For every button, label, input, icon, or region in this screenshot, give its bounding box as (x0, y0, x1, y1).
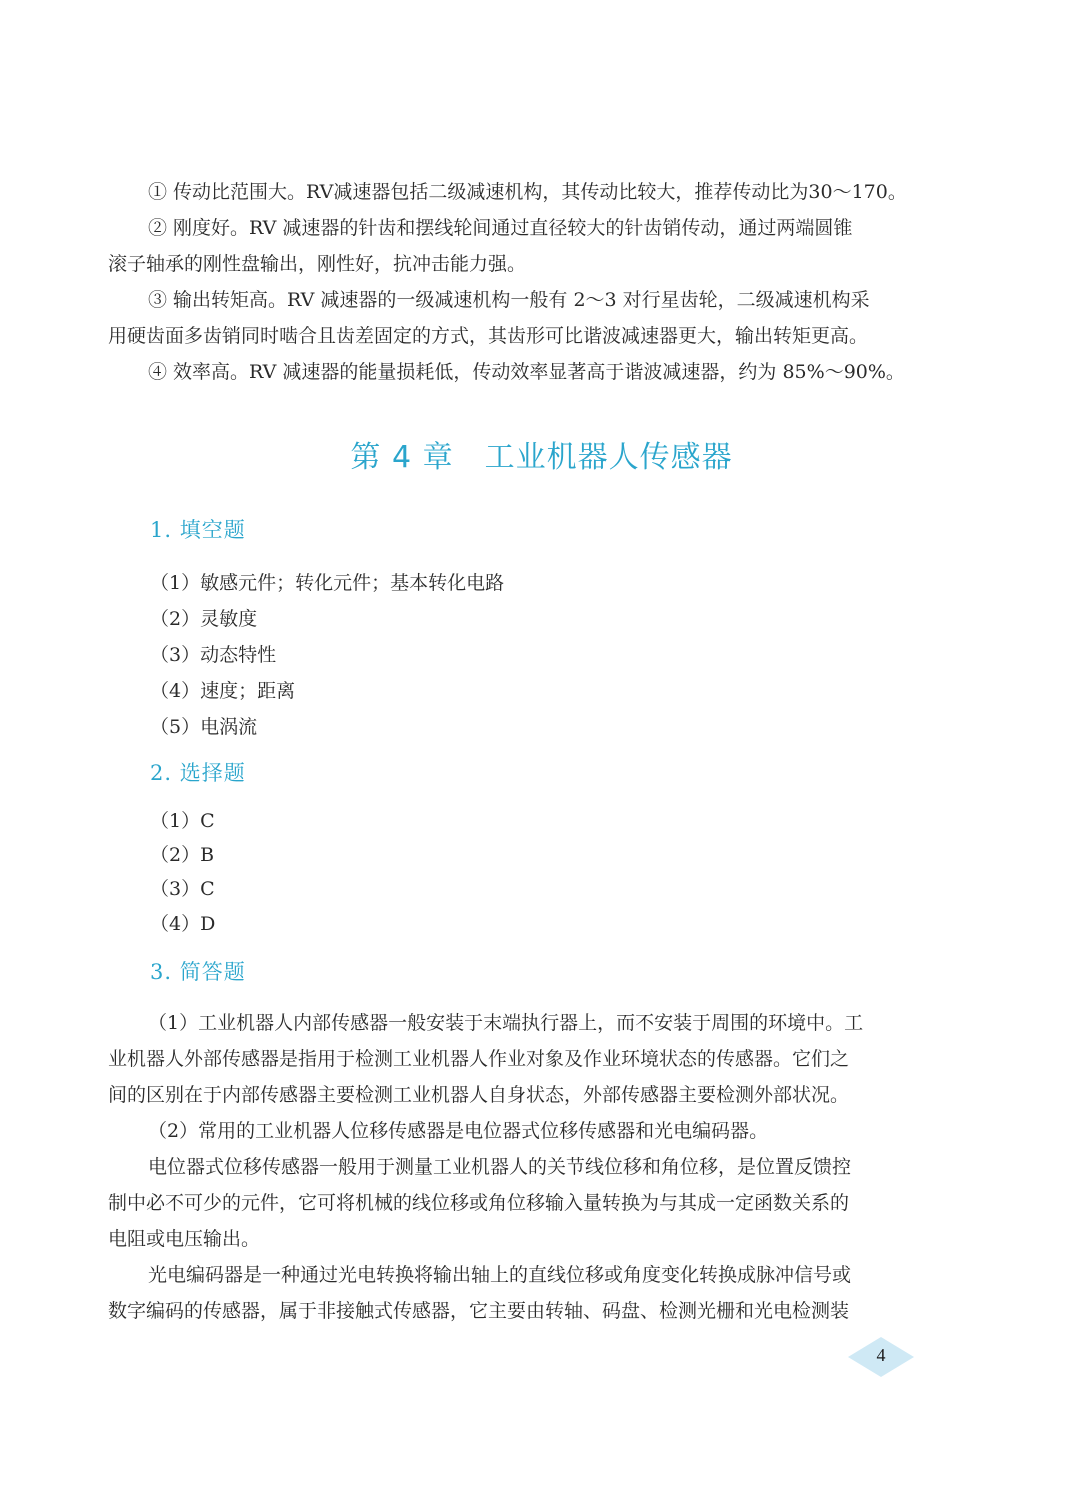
short-answer-paragraph-2 (108, 1113, 938, 1149)
answer-item: （1）敏感元件；转化元件；基本转化电路 (150, 572, 505, 594)
section-heading-fill-blank: 1. 填空题 (150, 518, 246, 542)
intro-point-1 (108, 174, 938, 210)
text-line: 间的区别在于内部传感器主要检测工业机器人自身状态，外部传感器主要检测外部状况。 (108, 1084, 850, 1106)
page-number: 4 (876, 1345, 886, 1365)
answer-item: （2）灵敏度 (150, 608, 258, 630)
text-line: 滚子轴承的刚性盘输出，刚性好，抗冲击能力强。 (108, 253, 527, 275)
short-answer-paragraph-4 (108, 1257, 938, 1329)
short-answer-paragraph-3 (108, 1149, 938, 1257)
text-line: 电位器式位移传感器一般用于测量工业机器人的关节线位移和角位移，是位置反馈控 (148, 1156, 852, 1178)
text-line: ④ 效率高。RV 减速器的能量损耗低，传动效率显著高于谐波减速器，约为 85%～90%。 (148, 361, 905, 383)
text-line: 业机器人外部传感器是指用于检测工业机器人作业对象及作业环境状态的传感器。它们之 (108, 1048, 850, 1070)
text-line: 制中必不可少的元件，它可将机械的线位移或角位移输入量转换为与其成一定函数关系的 (108, 1192, 850, 1214)
answer-item: （2）B (150, 844, 215, 866)
answer-item: （1）C (150, 810, 215, 832)
answer-item: （5）电涡流 (150, 716, 258, 738)
section-heading-short-answer: 3. 简答题 (150, 960, 246, 984)
text-line: ③ 输出转矩高。RV 减速器的一级减速机构一般有 2～3 对行星齿轮，二级减速机构采 (148, 289, 870, 311)
text-line: ① 传动比范围大。RV减速器包括二级减速机构，其传动比较大，推荐传动比为30～170。 (148, 181, 907, 203)
text-line: 数字编码的传感器，属于非接触式传感器，它主要由转轴、码盘、检测光栅和光电检测装 (108, 1300, 850, 1322)
text-line: ② 刚度好。RV 减速器的针齿和摆线轮间通过直径较大的针齿销传动，通过两端圆锥 (148, 217, 853, 239)
short-answer-paragraph-1 (108, 1005, 938, 1113)
answer-item: （4）D (150, 913, 216, 935)
text-line: 用硬齿面多齿销同时啮合且齿差固定的方式，其齿形可比谐波减速器更大，输出转矩更高。 (108, 325, 869, 347)
text-line: （2）常用的工业机器人位移传感器是电位器式位移传感器和光电编码器。 (148, 1120, 769, 1142)
answer-item: （4）速度；距离 (150, 680, 296, 702)
chapter-title: 第 4 章 工业机器人传感器 (350, 440, 733, 475)
intro-point-2 (108, 210, 938, 282)
page-number-badge (848, 1337, 914, 1377)
text-line: （1）工业机器人内部传感器一般安装于末端执行器上，而不安装于周围的环境中。工 (148, 1012, 864, 1034)
section-heading-multiple-choice: 2. 选择题 (150, 761, 246, 785)
text-line: 光电编码器是一种通过光电转换将输出轴上的直线位移或角度变化转换成脉冲信号或 (148, 1264, 852, 1286)
answer-item: （3）动态特性 (150, 644, 277, 666)
intro-point-3 (108, 282, 938, 354)
text-line: 电阻或电压输出。 (108, 1228, 261, 1250)
answer-item: （3）C (150, 878, 215, 900)
intro-point-4 (108, 354, 938, 390)
